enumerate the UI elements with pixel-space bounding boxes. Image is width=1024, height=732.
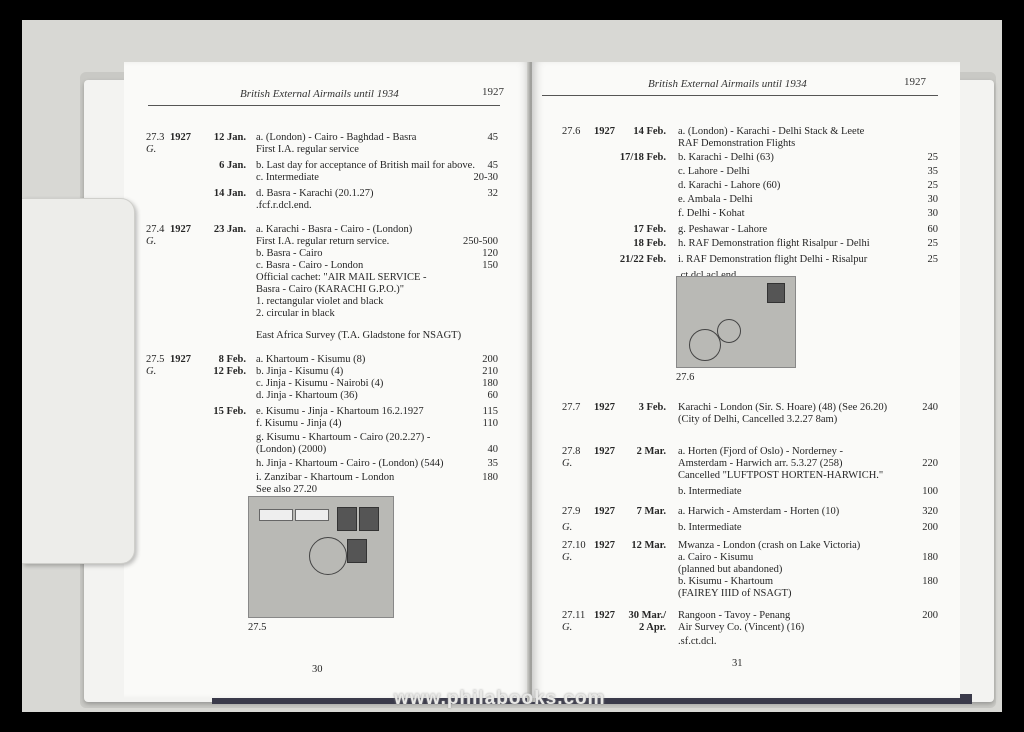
entry-number: 27.11	[562, 610, 586, 621]
entry-year: 1927	[594, 506, 615, 517]
entry-text: a. Harwich - Amsterdam - Horten (10)	[678, 506, 840, 517]
entry-value: 45	[487, 160, 498, 171]
entry-date: 3 Feb.	[638, 402, 666, 413]
entry-number: G.	[146, 236, 157, 247]
entry-text: c. Basra - Cairo - London	[256, 260, 364, 271]
entry-text: c. Intermediate	[256, 172, 319, 183]
entry-value: 250-500	[463, 236, 498, 247]
entry-date: 17/18 Feb.	[619, 152, 666, 163]
stamp-2	[359, 507, 379, 531]
entry-date: 12 Jan.	[213, 132, 246, 143]
entry-value: 110	[482, 418, 498, 429]
entry-year: 1927	[170, 132, 191, 143]
entry-number: G.	[146, 366, 157, 377]
entry-value: 200	[482, 354, 498, 365]
left-photo-caption: 27.5	[248, 622, 267, 633]
entry-date: 14 Feb.	[633, 126, 666, 137]
entry-date: 17 Feb.	[633, 224, 666, 235]
entry-year: 1927	[594, 402, 615, 413]
entry-text: g. Peshawar - Lahore	[678, 224, 768, 235]
entry-year: 1927	[594, 126, 615, 137]
entry-date: 6 Jan.	[219, 160, 246, 171]
entry-text: 1. rectangular violet and black	[256, 296, 384, 307]
entry-year: 1927	[594, 610, 615, 621]
entry-text: Rangoon - Tavoy - Penang	[678, 610, 791, 621]
entry-text: Basra - Cairo (KARACHI G.P.O.)"	[256, 284, 405, 295]
entry-value: 60	[487, 390, 498, 401]
entry-value: 180	[922, 576, 938, 587]
entry-value: 30	[927, 208, 938, 219]
entry-text: (London) (2000)	[256, 444, 327, 455]
airmail-label-2	[295, 509, 329, 521]
right-header-year: 1927	[904, 76, 926, 88]
entry-text: f. Delhi - Kohat	[678, 208, 745, 219]
entry-text: .fcf.r.dcl.end.	[256, 200, 312, 211]
entry-text: b. Jinja - Kisumu (4)	[256, 366, 344, 377]
entry-value: 200	[922, 522, 938, 533]
stamp-3	[347, 539, 367, 563]
entry-value: 180	[922, 552, 938, 563]
entry-text: First I.A. regular service	[256, 144, 359, 155]
entry-number: 27.9	[562, 506, 581, 517]
left-header-rule	[148, 105, 500, 106]
entry-value: 120	[482, 248, 498, 259]
entry-text: i. RAF Demonstration flight Delhi - Risalpur	[678, 254, 868, 265]
entry-text: b. Last day for acceptance of British mail for above.	[256, 160, 475, 171]
entry-value: 210	[482, 366, 498, 377]
entry-text: b. Intermediate	[678, 522, 742, 533]
right-header-title: British External Airmails until 1934	[648, 78, 807, 90]
entry-date: 23 Jan.	[213, 224, 246, 235]
left-envelope-photo	[248, 496, 394, 618]
entry-text: a. (London) - Cairo - Baghdad - Basra	[256, 132, 417, 143]
entry-date: 2 Apr.	[638, 622, 666, 633]
bookmark-card	[22, 198, 135, 564]
postmark-circle	[309, 537, 347, 575]
entry-value: 30	[927, 194, 938, 205]
stamp-4	[767, 283, 785, 303]
entry-value: 100	[922, 486, 938, 497]
entry-number: 27.5	[146, 354, 165, 365]
entry-value: 40	[487, 444, 498, 455]
left-header-title: British External Airmails until 1934	[240, 88, 399, 100]
watermark-text: www.philabooks.com	[394, 688, 606, 709]
entry-text: b. Intermediate	[678, 486, 742, 497]
entry-year: 1927	[594, 446, 615, 457]
entry-text: f. Kisumu - Jinja (4)	[256, 418, 342, 429]
entry-number: G.	[146, 144, 157, 155]
entry-date: 18 Feb.	[633, 238, 666, 249]
right-header-rule	[542, 95, 938, 96]
entry-number: G.	[562, 458, 573, 469]
entry-number: 27.10	[562, 540, 586, 551]
entry-text: g. Kisumu - Khartoum - Cairo (20.2.27) -	[256, 432, 431, 443]
entry-text: a. Cairo - Kisumu	[678, 552, 754, 563]
entry-value: 60	[927, 224, 938, 235]
entry-value: 240	[922, 402, 938, 413]
entry-date: 7 Mar.	[636, 506, 666, 517]
entry-text: Mwanza - London (crash on Lake Victoria)	[678, 540, 861, 551]
entry-text: d. Basra - Karachi (20.1.27)	[256, 188, 374, 199]
entry-value: 35	[927, 166, 938, 177]
entry-text: a. (London) - Karachi - Delhi Stack & Leete	[678, 126, 865, 137]
entry-value: 25	[927, 238, 938, 249]
entry-value: 180	[482, 472, 498, 483]
entry-text: (planned but abandoned)	[678, 564, 783, 575]
entry-text: 2. circular in black	[256, 308, 335, 319]
entry-text: Air Survey Co. (Vincent) (16)	[678, 622, 805, 633]
entry-value: 180	[482, 378, 498, 389]
entry-year: 1927	[170, 224, 191, 235]
postmark-circle-2	[689, 329, 721, 361]
entry-text: d. Jinja - Khartoum (36)	[256, 390, 358, 401]
entry-value: 32	[487, 188, 498, 199]
entry-text: (City of Delhi, Cancelled 3.2.27 8am)	[678, 414, 838, 425]
entry-text: Karachi - London (Sir. S. Hoare) (48) (See 26.20)	[678, 402, 888, 413]
entry-number: 27.6	[562, 126, 581, 137]
entry-value: 35	[487, 458, 498, 469]
entry-date: 14 Jan.	[213, 188, 246, 199]
entry-date: 12 Feb.	[213, 366, 246, 377]
entry-text: i. Zanzibar - Khartoum - London	[256, 472, 395, 483]
entry-value: 20-30	[473, 172, 498, 183]
entry-text: a. Horten (Fjord of Oslo) - Norderney -	[678, 446, 844, 457]
entry-text: a. Khartoum - Kisumu (8)	[256, 354, 366, 365]
entry-year: 1927	[594, 540, 615, 551]
entry-date: 15 Feb.	[213, 406, 246, 417]
right-envelope-photo	[676, 276, 796, 368]
stamp-1	[337, 507, 357, 531]
entry-number: 27.7	[562, 402, 581, 413]
entry-value: 320	[922, 506, 938, 517]
entry-number: 27.4	[146, 224, 165, 235]
entry-text: e. Ambala - Delhi	[678, 194, 753, 205]
entry-date: 30 Mar./	[628, 610, 666, 621]
entry-text: .sf.ct.dcl.	[678, 636, 717, 647]
entry-text: First I.A. regular return service.	[256, 236, 390, 247]
airmail-label-1	[259, 509, 293, 521]
entry-text: b. Basra - Cairo	[256, 248, 323, 259]
entry-value: 25	[927, 180, 938, 191]
entry-date: 12 Mar.	[631, 540, 666, 551]
entry-value: 220	[922, 458, 938, 469]
entry-text: RAF Demonstration Flights	[678, 138, 796, 149]
entry-text: See also 27.20	[256, 484, 317, 495]
photo-frame	[22, 20, 1002, 712]
entry-text: East Africa Survey (T.A. Gladstone for NSAGT)	[256, 330, 462, 341]
entry-value: 150	[482, 260, 498, 271]
right-page	[532, 62, 960, 698]
entry-text: e. Kisumu - Jinja - Khartoum 16.2.1927	[256, 406, 424, 417]
left-page-number: 30	[312, 664, 323, 675]
entry-number: G.	[562, 522, 573, 533]
entry-text: d. Karachi - Lahore (60)	[678, 180, 781, 191]
entry-value: 45	[487, 132, 498, 143]
entry-text: c. Jinja - Kisumu - Nairobi (4)	[256, 378, 384, 389]
entry-text: b. Karachi - Delhi (63)	[678, 152, 774, 163]
entry-text: Cancelled "LUFTPOST HORTEN-HARWICH."	[678, 470, 884, 481]
entry-text: h. RAF Demonstration flight Risalpur - Delhi	[678, 238, 870, 249]
entry-date: 2 Mar.	[636, 446, 666, 457]
entry-number: G.	[562, 552, 573, 563]
entry-number: G.	[562, 622, 573, 633]
entry-value: 25	[927, 152, 938, 163]
entry-text: Amsterdam - Harwich arr. 5.3.27 (258)	[678, 458, 843, 469]
left-page	[124, 62, 530, 698]
entry-date: 21/22 Feb.	[619, 254, 666, 265]
entry-date: 8 Feb.	[218, 354, 246, 365]
entry-text: c. Lahore - Delhi	[678, 166, 750, 177]
entry-value: 200	[922, 610, 938, 621]
entry-text: b. Kisumu - Khartoum	[678, 576, 774, 587]
right-page-number: 31	[732, 658, 743, 669]
entry-text: h. Jinja - Khartoum - Cairo - (London) (544)	[256, 458, 444, 469]
postmark-circle-3	[717, 319, 741, 343]
entry-year: 1927	[170, 354, 191, 365]
entry-value: 115	[482, 406, 498, 417]
left-header-year: 1927	[482, 86, 504, 98]
entry-text: (FAIREY IIID of NSAGT)	[678, 588, 792, 599]
entry-number: 27.8	[562, 446, 581, 457]
right-photo-caption: 27.6	[676, 372, 695, 383]
entry-number: 27.3	[146, 132, 165, 143]
entry-value: 25	[927, 254, 938, 265]
entry-text: a. Karachi - Basra - Cairo - (London)	[256, 224, 413, 235]
entry-text: Official cachet: "AIR MAIL SERVICE -	[256, 272, 427, 283]
